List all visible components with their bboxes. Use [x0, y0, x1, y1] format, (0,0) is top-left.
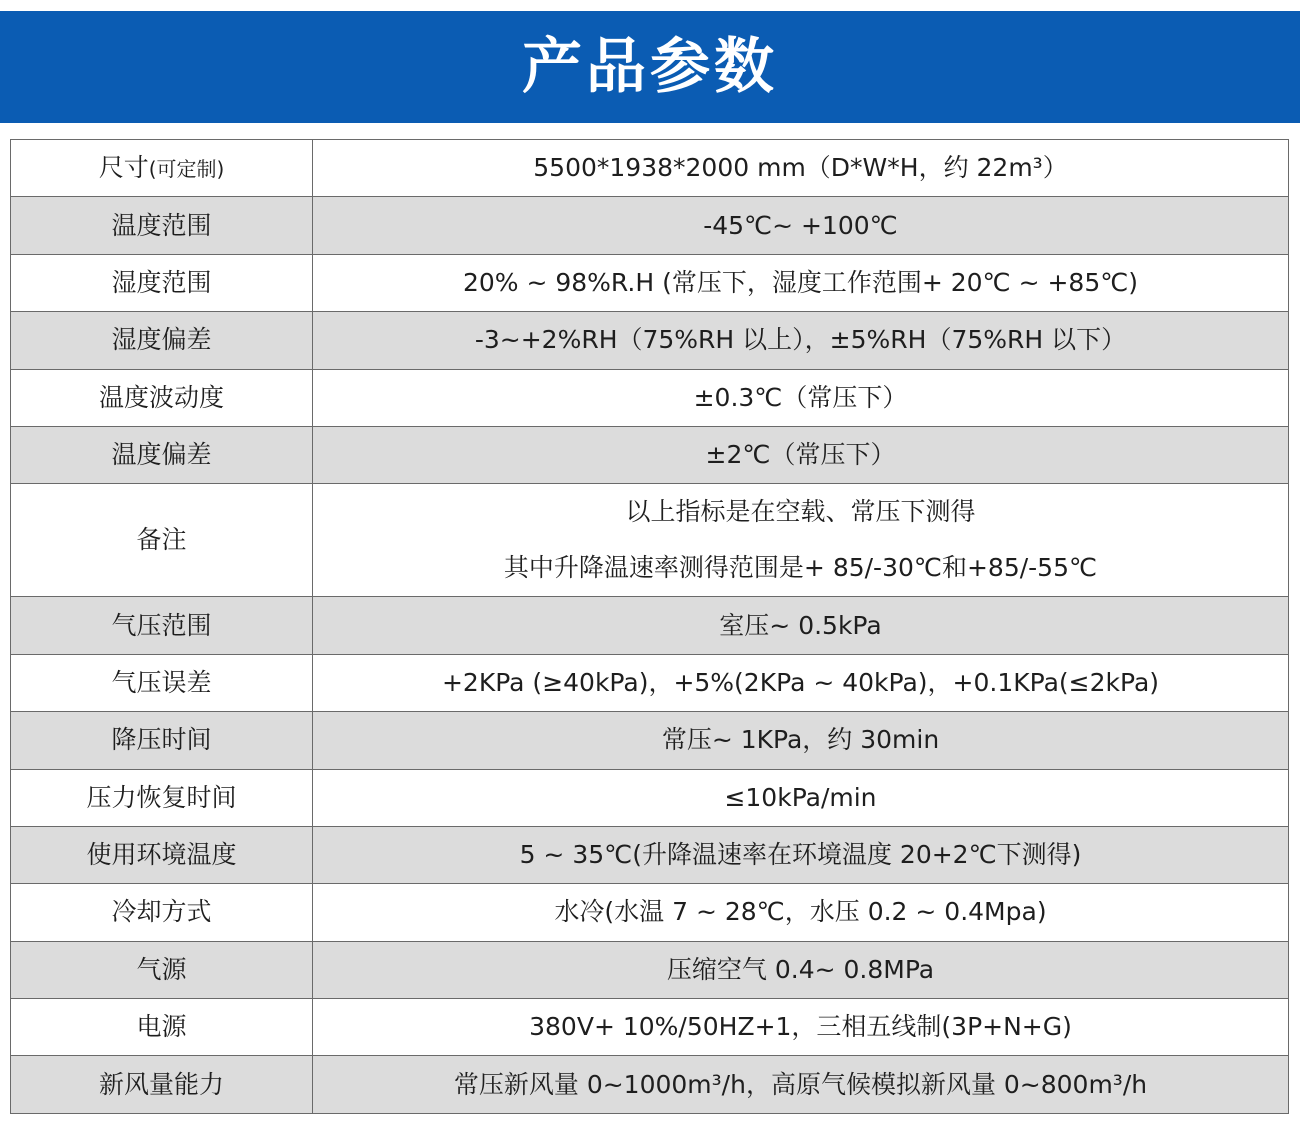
row-label: 气压误差	[11, 654, 313, 711]
row-value: +2KPa (≥40kPa)，+5%(2KPa ~ 40kPa)，+0.1KPa(≤2kPa)	[313, 654, 1289, 711]
table-row	[11, 941, 1289, 998]
params-table	[10, 139, 1289, 1114]
row-label: 新风量能力	[11, 1056, 313, 1113]
table-row	[11, 369, 1289, 426]
table-row	[11, 884, 1289, 941]
row-label: 使用环境温度	[11, 826, 313, 883]
row-label: 电源	[11, 999, 313, 1056]
row-value: 20% ~ 98%R.H (常压下，湿度工作范围+ 20℃ ~ +85℃)	[313, 254, 1289, 311]
row-label: 气压范围	[11, 597, 313, 654]
row-label: 备注	[11, 484, 313, 597]
table-row	[11, 712, 1289, 769]
row-value: -45℃~ +100℃	[313, 197, 1289, 254]
row-value	[313, 484, 1289, 597]
table-row	[11, 999, 1289, 1056]
table-row	[11, 597, 1289, 654]
table-row	[11, 1056, 1289, 1113]
note-line: 以上指标是在空载、常压下测得	[625, 497, 976, 527]
row-value: 常压新风量 0~1000m³/h，高原气候模拟新风量 0~800m³/h	[313, 1056, 1289, 1113]
row-label: 气源	[11, 941, 313, 998]
row-label-sub: (可定制)	[148, 157, 225, 182]
row-value: 5 ~ 35℃(升降温速率在环境温度 20+2℃下测得)	[313, 826, 1289, 883]
row-label: 压力恢复时间	[11, 769, 313, 826]
row-value: 室压~ 0.5kPa	[313, 597, 1289, 654]
row-label: 冷却方式	[11, 884, 313, 941]
row-label: 温度范围	[11, 197, 313, 254]
table-row	[11, 426, 1289, 483]
row-value: 压缩空气 0.4~ 0.8MPa	[313, 941, 1289, 998]
table-row	[11, 312, 1289, 369]
row-value: -3~+2%RH（75%RH 以上），±5%RH（75%RH 以下）	[313, 312, 1289, 369]
row-label	[11, 140, 313, 197]
row-label-text: 尺寸	[98, 153, 149, 183]
row-value: 常压~ 1KPa，约 30min	[313, 712, 1289, 769]
table-row	[11, 484, 1289, 597]
row-value: 水冷(水温 7 ~ 28℃，水压 0.2 ~ 0.4Mpa)	[313, 884, 1289, 941]
row-label: 湿度范围	[11, 254, 313, 311]
row-label: 湿度偏差	[11, 312, 313, 369]
row-label: 温度偏差	[11, 426, 313, 483]
table-row	[11, 254, 1289, 311]
table-row	[11, 140, 1289, 197]
header-banner	[0, 11, 1300, 123]
table-row	[11, 769, 1289, 826]
row-value: 380V+ 10%/50HZ+1，三相五线制(3P+N+G)	[313, 999, 1289, 1056]
row-value: ±2℃（常压下）	[313, 426, 1289, 483]
page-title: 产品参数	[522, 32, 778, 102]
row-label: 降压时间	[11, 712, 313, 769]
table-row	[11, 197, 1289, 254]
row-value: ±0.3℃（常压下）	[313, 369, 1289, 426]
row-value: 5500*1938*2000 mm（D*W*H，约 22m³）	[313, 140, 1289, 197]
table-row	[11, 826, 1289, 883]
row-label: 温度波动度	[11, 369, 313, 426]
row-value: ≤10kPa/min	[313, 769, 1289, 826]
note-line: 其中升降温速率测得范围是+ 85/-30℃和+85/-55℃	[503, 553, 1098, 583]
table-row	[11, 654, 1289, 711]
